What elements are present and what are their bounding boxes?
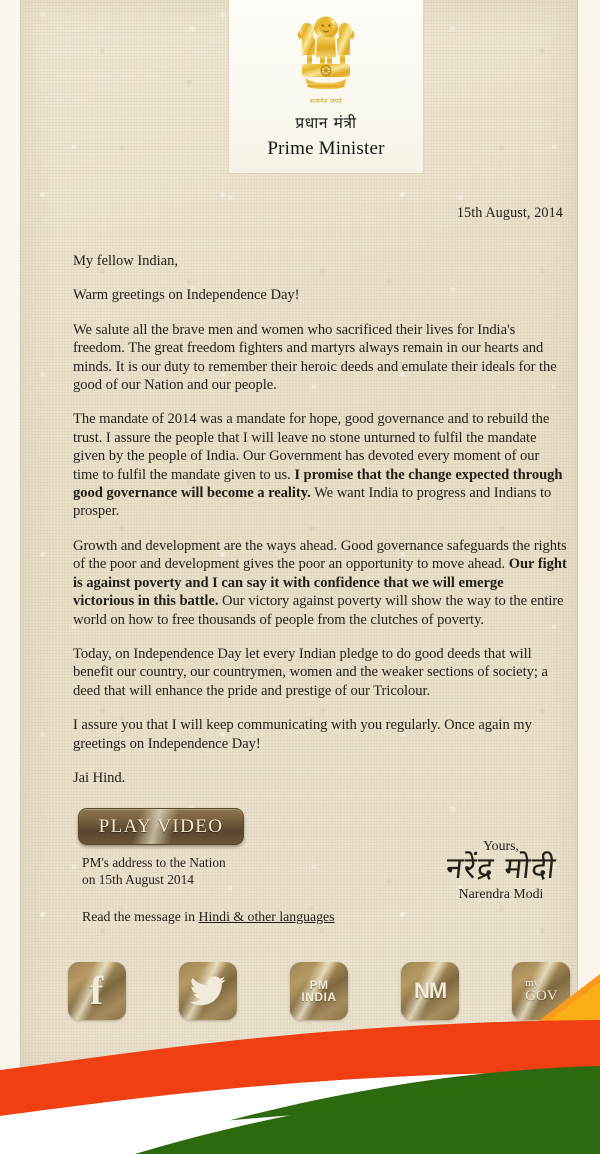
mygov-line-2: GOV [525,988,558,1004]
pm-india-line-2: INDIA [301,990,337,1004]
tricolour-wave-footer [0,974,600,1154]
read-message-prefix: Read the message in [82,909,199,924]
paragraph-greeting: Warm greetings on Independence Day! [73,287,300,304]
nm-icon: NM [414,978,447,1003]
video-caption-line-2: on 15th August 2014 [82,872,194,887]
paragraph-pledge: Today, on Independence Day let every Indian pledge to do good deeds that will benefit our country, our countrymen, women and the weaker sections of society; a deed that will enhance the pride and prestige of our Tricolour. [73,645,548,699]
paragraph-jai-hind: Jai Hind. [73,769,126,786]
handwritten-signature: नरेंद्र मोदी [444,851,558,886]
video-block [78,808,408,925]
paragraph-growth-emphasis: Our fight is against poverty and I can say it with confidence that we will emerge victorious in this battle. [73,556,567,610]
paragraph-growth-lead: Growth and development are the ways ahead. Good governance safeguards the rights of the poor and development gives the poor an opportunity to move ahead. [73,537,567,573]
read-message-row [82,909,408,925]
letter-sheet [20,0,578,1072]
paragraph-growth-tail: Our victory against poverty will show the way to the entire world on how to free thousands of people from the clutches of poverty. [73,593,564,628]
play-video-label: PLAY VIDEO [98,815,224,837]
paragraph-mandate [73,410,568,520]
other-languages-link[interactable]: Hindi & other languages [198,909,335,924]
mygov-line-1: my [525,977,540,989]
letter-body [73,205,568,787]
letter-date: 15th August, 2014 [456,205,563,221]
paragraph-tribute: We salute all the brave men and women who sacrificed their lives for India's freedom. The great freedom fighters and martyrs always remain in our hearts and minds. It is our duty to remember their heroic deeds and emulate their ideals for the good of our Nation and our people. [73,321,557,394]
paragraph-mandate-emphasis: I promise that the change expected through good governance will become a reality. [73,466,563,502]
letterhead-card [228,0,424,174]
pm-india-line-1: PM [309,977,329,992]
emblem-motto: सत्यमेव जयते [309,98,343,105]
letterhead-title-hindi: प्रधान मंत्री [295,114,357,132]
video-caption-line-1: PM's address to the Nation [82,855,226,870]
yours-label: Yours, [483,838,519,853]
ashoka-lion-capital-emblem [289,11,363,103]
facebook-icon: f [89,968,104,1013]
signatory-name: Narendra Modi [458,886,544,901]
paragraph-mandate-tail: We want India to progress and Indians to prosper. [73,485,552,520]
paragraph-salutation: My fellow Indian, [73,253,178,269]
signature-block [421,838,581,902]
paragraph-closing: I assure you that I will keep communicating with you regularly. Once again my greetings on Independence Day! [73,717,532,752]
letterhead-title-english: Prime Minister [267,138,385,159]
paragraph-mandate-lead: The mandate of 2014 was a mandate for hope, good governance and to rebuild the trust. I assure the people that I will leave no stone unturned to fulfil the mandate given by the people of India. Our Government has devoted every moment of our time to fulfil the mandate given to us. [73,411,550,483]
play-video-button[interactable] [78,808,244,845]
paragraph-growth [73,537,568,629]
